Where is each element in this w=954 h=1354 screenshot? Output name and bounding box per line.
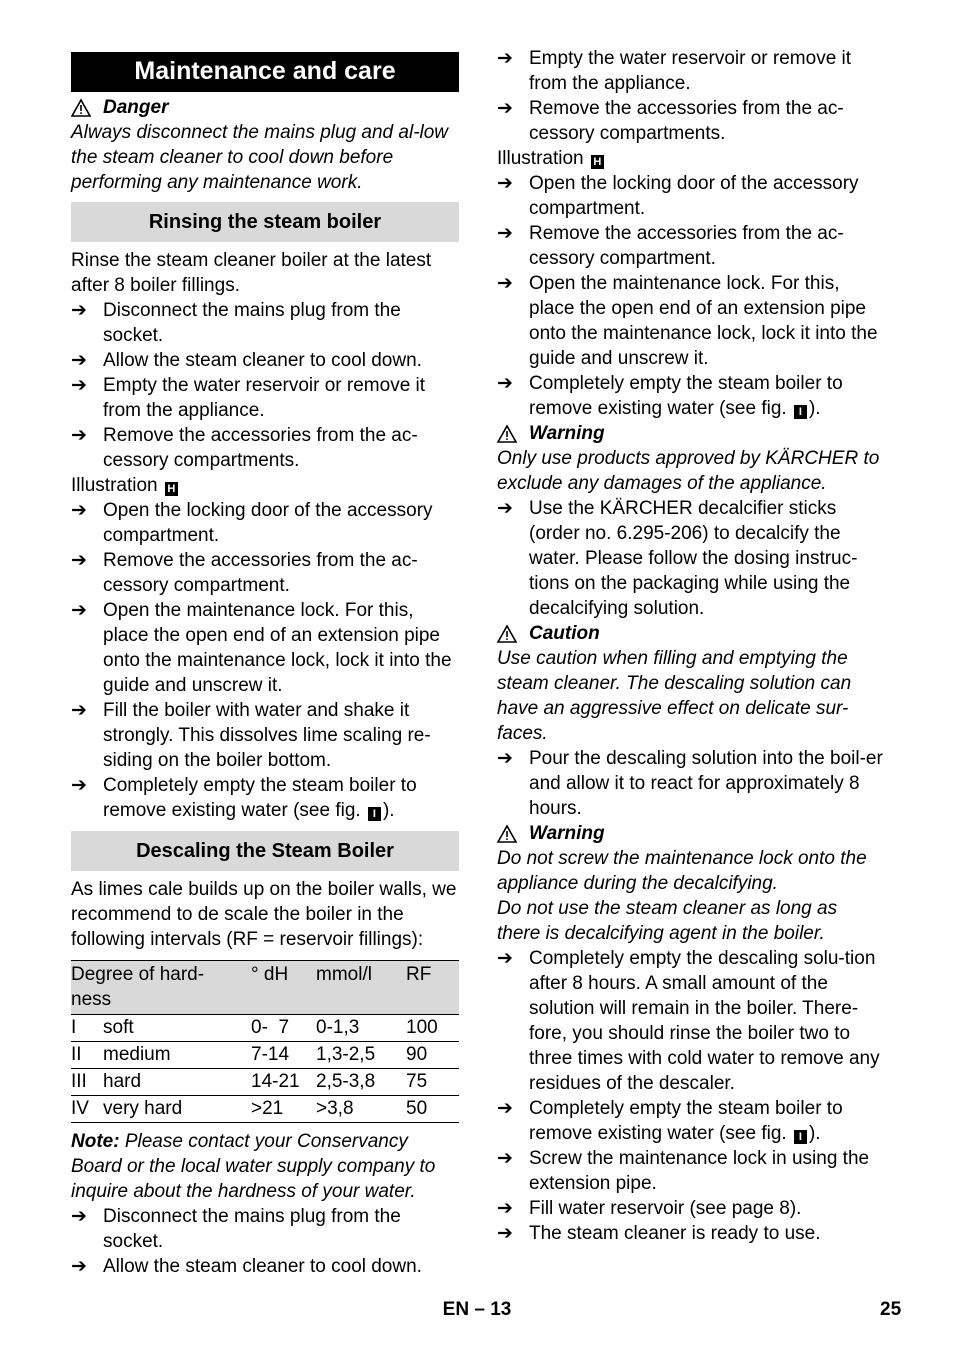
arrow-icon: ➔ [71, 375, 87, 396]
arrow-icon: ➔ [71, 500, 87, 521]
arrow-icon: ➔ [497, 273, 513, 294]
arrow-icon: ➔ [497, 1198, 513, 1219]
table-row: II medium 7-14 1,3-2,5 90 [71, 1042, 459, 1069]
list-item: ➔ Completely empty the steam boiler to remove existing water (see fig. I ). [497, 373, 843, 419]
table-header: RF [406, 964, 432, 985]
arrow-icon: ➔ [497, 48, 513, 69]
arrow-icon: ➔ [497, 1098, 513, 1119]
page-number: 25 [880, 1299, 902, 1320]
list-item: ➔ Remove the accessories from the ac-cessory compartment. [71, 550, 418, 596]
arrow-icon: ➔ [71, 425, 87, 446]
arrow-icon: ➔ [497, 748, 513, 769]
illustration-ref: Illustration H [497, 146, 885, 171]
illustration-ref: Illustration H [71, 473, 459, 498]
arrow-icon: ➔ [497, 373, 513, 394]
arrow-icon: ➔ [497, 173, 513, 194]
caution-label: Caution [529, 623, 600, 644]
figure-ref-icon: I [794, 1130, 807, 1144]
left-column [71, 46, 459, 1279]
arrow-icon: ➔ [497, 1223, 513, 1244]
list-item: ➔ Screw the maintenance lock in using the extension pipe. [497, 1148, 870, 1194]
footer-section-label: EN – 13 [442, 1299, 512, 1320]
warning-text: Do not use the steam cleaner as long as there is decalcifying agent in the boiler. [497, 898, 838, 944]
list-item: ➔ Pour the descaling solution into the boil-er and allow it to react for approximately 8 hours. [497, 748, 883, 819]
caution-text: Use caution when filling and emptying the steam cleaner. The descaling solution can have an aggressive effect on delicate sur-faces. [497, 648, 852, 744]
list-item: ➔ Open the locking door of the accessory compartment. [497, 173, 859, 219]
list-item: ➔ Completely empty the steam boiler to remove existing water (see fig. I ). [497, 1098, 843, 1144]
table-row: III hard 14-21 2,5-3,8 75 [71, 1069, 459, 1096]
caution-heading [497, 621, 885, 646]
descaling-intro: As limes cale builds up on the boiler walls, we recommend to de scale the boiler in the following intervals (RF = reservoir fillings): [71, 879, 457, 950]
table-row: I soft 0- 7 0-1,3 100 [71, 1015, 459, 1042]
arrow-icon: ➔ [71, 350, 87, 371]
list-item: ➔ Empty the water reservoir or remove it from the appliance. [497, 48, 852, 94]
warning-triangle-icon [71, 98, 91, 118]
warning-triangle-icon [497, 424, 517, 444]
arrow-icon: ➔ [497, 223, 513, 244]
warning-label: Warning [529, 423, 605, 444]
warning-heading [497, 821, 885, 846]
note-label: Note: [71, 1131, 120, 1152]
arrow-icon: ➔ [71, 700, 87, 721]
arrow-icon: ➔ [71, 1206, 87, 1227]
arrow-icon: ➔ [71, 300, 87, 321]
list-item: ➔ Open the maintenance lock. For this, place the open end of an extension pipe onto the maintenance lock, lock it into the guide and unscrew it. [497, 273, 878, 369]
warning-heading [497, 421, 885, 446]
list-item: ➔ Remove the accessories from the ac-cessory compartments. [71, 425, 418, 471]
note: Note: Please contact your Conservancy Board or the local water supply company to inquire about the hardness of your water. [71, 1131, 436, 1202]
list-item: ➔ Remove the accessories from the ac-cessory compartments. [497, 98, 844, 144]
right-column [497, 46, 885, 1246]
list-item: ➔ Disconnect the mains plug from the socket. [71, 300, 401, 346]
list-item: ➔ Fill the boiler with water and shake it strongly. This dissolves lime scaling re-siding on the boiler bottom. [71, 700, 431, 771]
table-row: IV very hard >21 >3,8 50 [71, 1096, 459, 1123]
list-item: ➔ Disconnect the mains plug from the socket. [71, 1206, 401, 1252]
rinsing-intro: Rinse the steam cleaner boiler at the latest after 8 boiler fillings. [71, 250, 432, 296]
arrow-icon: ➔ [497, 948, 513, 969]
table-header: Degree of hard-ness [71, 964, 205, 1010]
list-item: ➔ Remove the accessories from the ac-cessory compartment. [497, 223, 844, 269]
table-header-row [71, 961, 459, 1015]
list-item: ➔ Open the maintenance lock. For this, place the open end of an extension pipe onto the maintenance lock, lock it into the guide and unscrew it. [71, 600, 452, 696]
hardness-table [71, 960, 459, 1123]
warning-text: Do not screw the maintenance lock onto the appliance during the decalcifying. [497, 848, 867, 894]
danger-heading [71, 95, 459, 120]
figure-ref-icon: H [591, 155, 604, 169]
arrow-icon: ➔ [71, 775, 87, 796]
arrow-icon: ➔ [71, 550, 87, 571]
list-item: ➔ Fill water reservoir (see page 8). [497, 1198, 802, 1219]
arrow-icon: ➔ [497, 98, 513, 119]
list-item: ➔ Allow the steam cleaner to cool down. [71, 350, 422, 371]
warning-text: Only use products approved by KÄRCHER to exclude any damages of the appliance. [497, 448, 880, 494]
list-item: ➔ Allow the steam cleaner to cool down. [71, 1256, 422, 1277]
figure-ref-icon: I [794, 405, 807, 419]
table-header: ° dH [251, 964, 289, 985]
list-item: ➔ Empty the water reservoir or remove it from the appliance. [71, 375, 426, 421]
list-item: ➔ Open the locking door of the accessory compartment. [71, 500, 433, 546]
figure-ref-icon: I [368, 807, 381, 821]
warning-triangle-icon [497, 824, 517, 844]
arrow-icon: ➔ [71, 1256, 87, 1277]
list-item: ➔ The steam cleaner is ready to use. [497, 1223, 821, 1244]
arrow-icon: ➔ [497, 1148, 513, 1169]
list-item: ➔ Use the KÄRCHER decalcifier sticks (order no. 6.295-206) to decalcify the water. Please follow the dosing instruc-tions on the packaging while using the decalcifying solution. [497, 498, 858, 619]
subheading-rinsing: Rinsing the steam boiler [71, 202, 459, 242]
figure-ref-icon: H [165, 482, 178, 496]
arrow-icon: ➔ [71, 600, 87, 621]
section-title: Maintenance and care [71, 52, 459, 92]
table-header: mmol/l [316, 964, 372, 985]
warning-label: Warning [529, 823, 605, 844]
danger-text: Always disconnect the mains plug and al-low the steam cleaner to cool down before performing any maintenance work. [71, 122, 449, 193]
subheading-descaling: Descaling the Steam Boiler [71, 831, 459, 871]
warning-triangle-icon [497, 624, 517, 644]
danger-label: Danger [103, 97, 169, 118]
list-item: ➔ Completely empty the descaling solu-tion after 8 hours. A small amount of the solution will remain in the boiler. There-fore, you should rinse the boiler two to three times with cold water to remove any residues of the descaler. [497, 948, 880, 1094]
arrow-icon: ➔ [497, 498, 513, 519]
list-item: ➔ Completely empty the steam boiler to remove existing water (see fig. I ). [71, 775, 417, 821]
